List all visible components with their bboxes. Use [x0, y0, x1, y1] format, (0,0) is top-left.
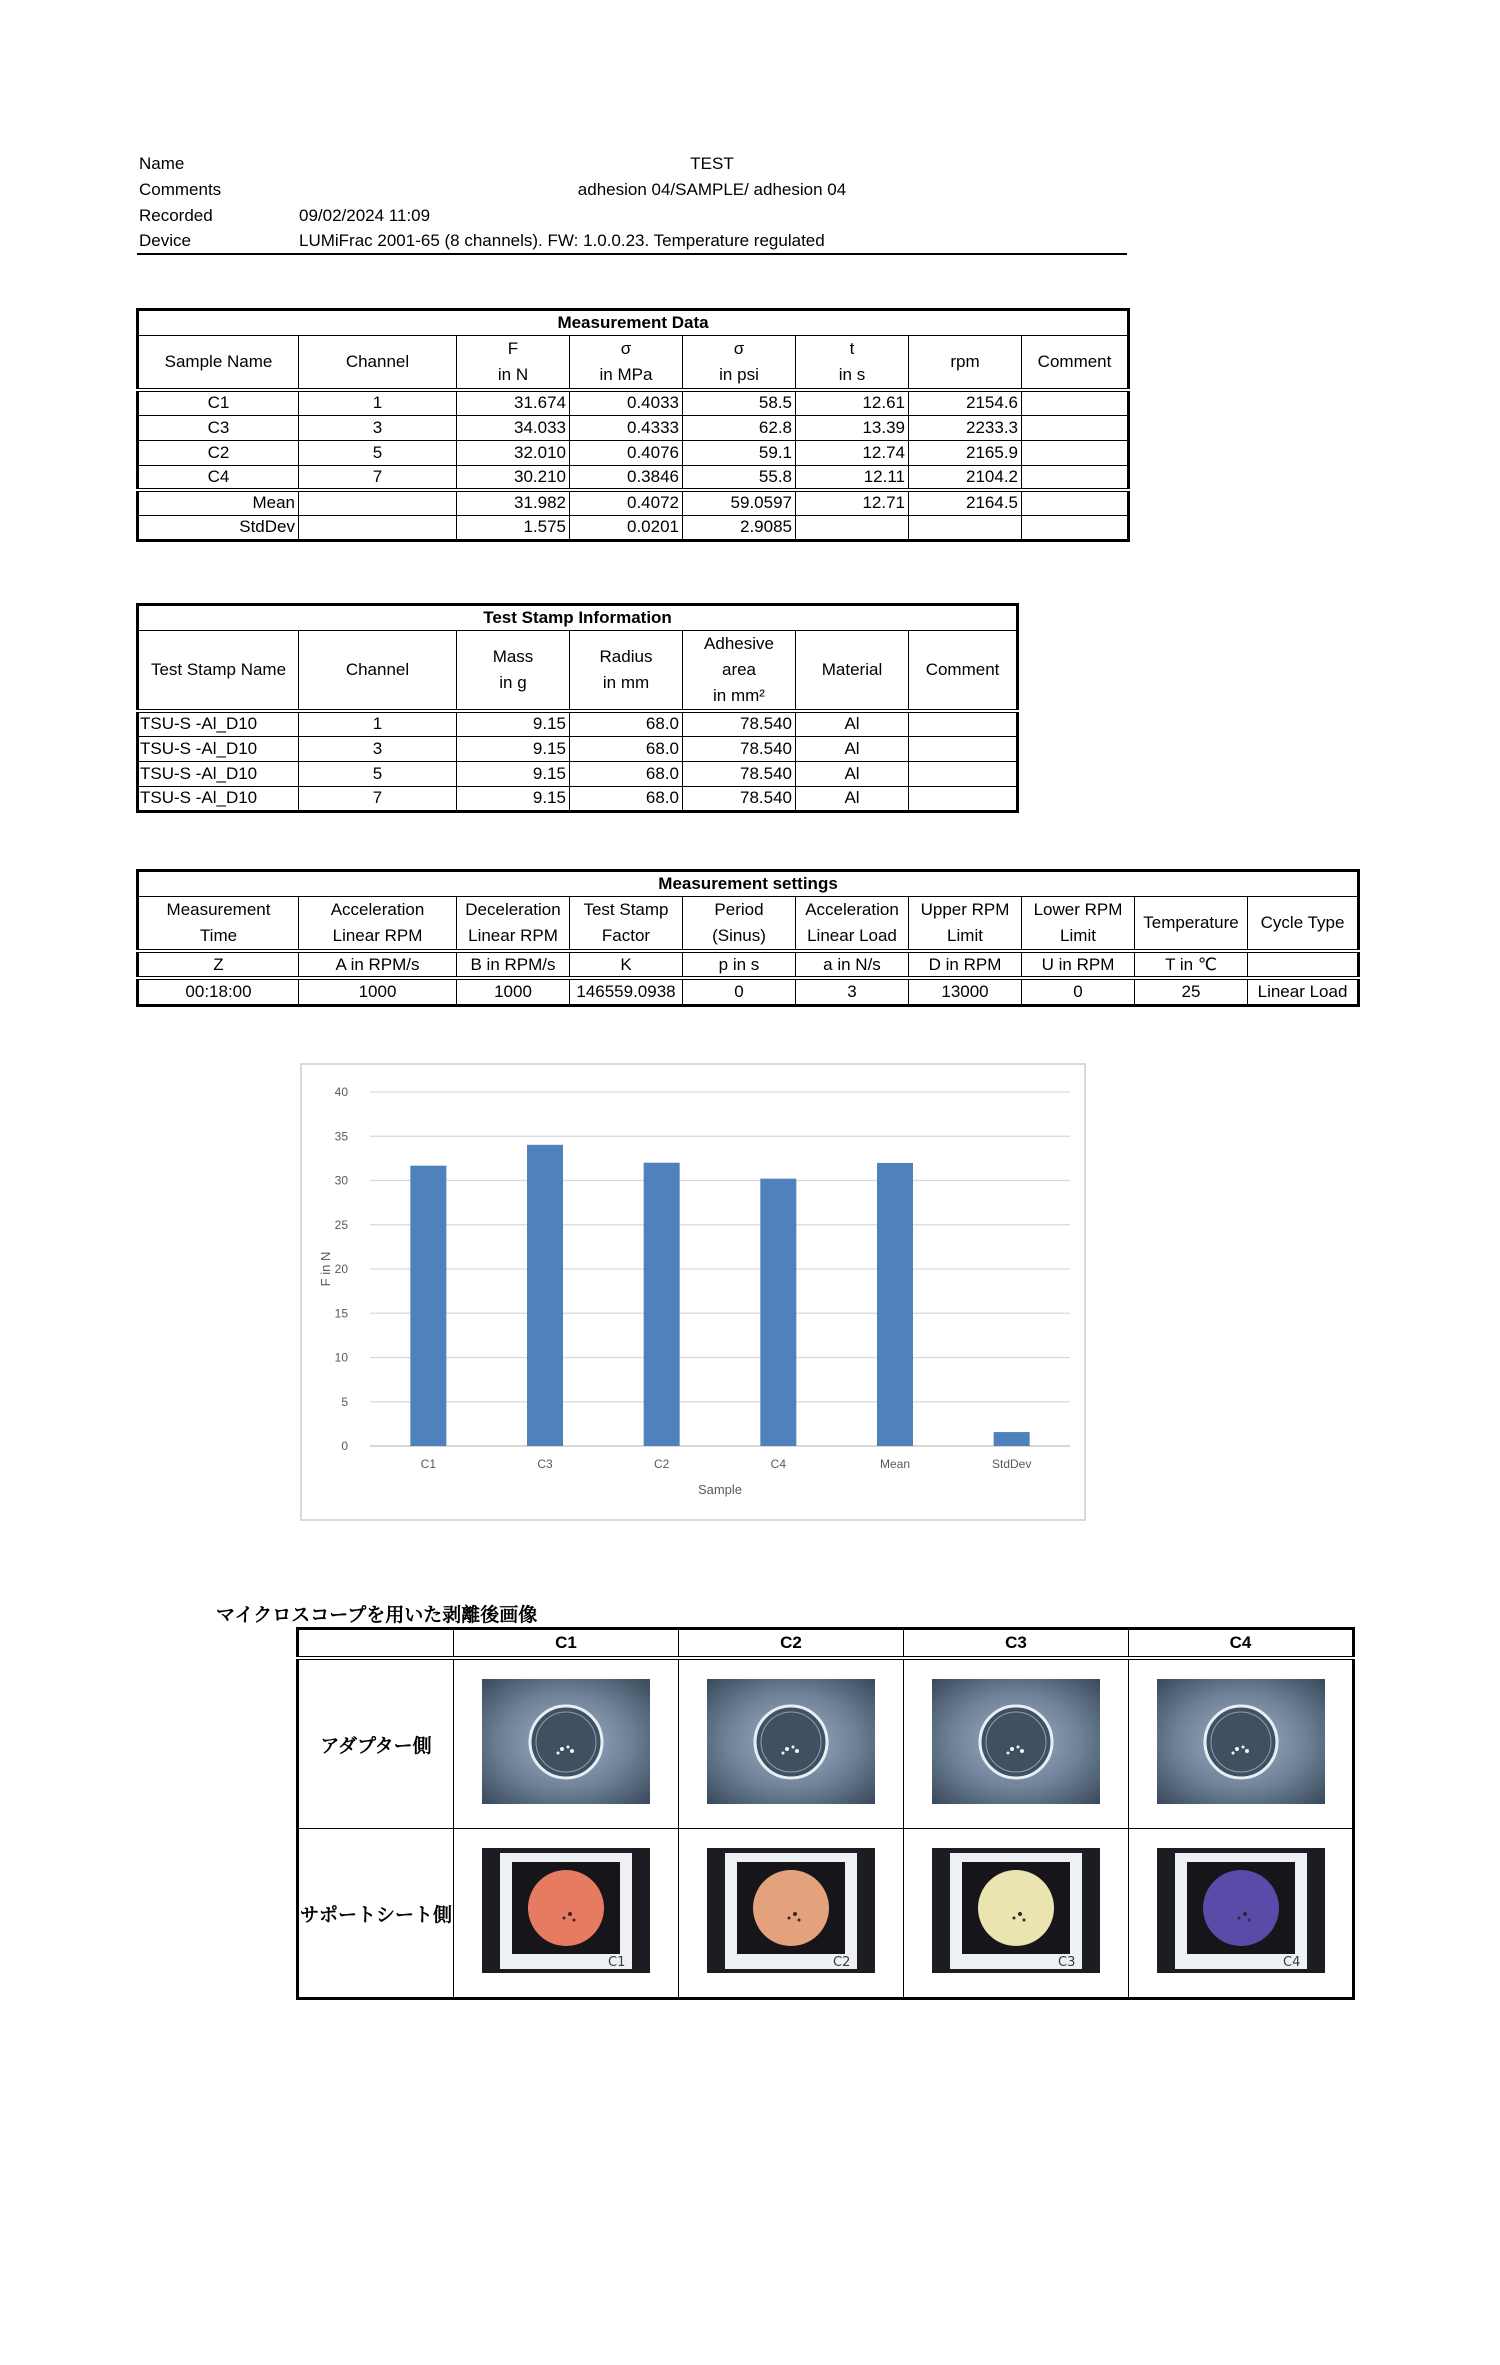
cell-channel	[299, 515, 457, 540]
row-adapter-label: アダプター側	[298, 1658, 454, 1829]
bar	[994, 1432, 1030, 1446]
comments-value: adhesion 04/SAMPLE/ adhesion 04	[577, 180, 847, 199]
measurement-settings-title: Measurement settings	[138, 871, 1359, 897]
table-row	[138, 786, 1018, 811]
cell-radius: 68.0	[570, 736, 683, 761]
cell-t: 12.11	[796, 465, 909, 490]
col-adhesive-area: Adhesive area in mm²	[683, 631, 796, 712]
y-tick-label: 5	[341, 1394, 348, 1409]
col-sample-name: Sample Name	[138, 336, 299, 391]
cell-material: Al	[796, 761, 909, 786]
y-axis-title: F in N	[318, 1251, 333, 1287]
cell-t: 12.74	[796, 440, 909, 465]
chart-svg	[302, 1065, 1084, 1519]
y-tick-label: 15	[334, 1306, 348, 1321]
settings-unit: p in s	[683, 951, 796, 978]
cell-sample: StdDev	[138, 515, 299, 540]
cell-rpm	[909, 515, 1022, 540]
photo-column-header: C4	[1129, 1629, 1354, 1659]
adapter-photo-cell	[454, 1658, 679, 1829]
cell-sigma-mpa: 0.4333	[570, 415, 683, 440]
cell-comment	[909, 711, 1018, 736]
cell-material: Al	[796, 786, 909, 811]
photo-column-header: C3	[904, 1629, 1129, 1659]
y-tick-label: 25	[334, 1217, 348, 1232]
x-tick-label: C3	[537, 1457, 553, 1471]
cell-f: 31.982	[457, 490, 570, 515]
cell-sample: Mean	[138, 490, 299, 515]
settings-header-cycle-type: Cycle Type	[1248, 897, 1359, 952]
adapter-photo	[482, 1679, 650, 1804]
support-photo-cell	[679, 1829, 904, 1999]
x-tick-label: C4	[770, 1457, 787, 1471]
svg-text:C3: C3	[1058, 1955, 1076, 1970]
settings-value: 0	[1022, 978, 1135, 1005]
recorded-label: Recorded	[139, 206, 213, 225]
cell-sigma-mpa: 0.4076	[570, 440, 683, 465]
support-photo	[707, 1848, 875, 1973]
stddev-row	[138, 515, 1129, 540]
cell-sigma-mpa: 0.3846	[570, 465, 683, 490]
cell-radius: 68.0	[570, 786, 683, 811]
col-f: F in N	[457, 336, 570, 391]
support-photo	[482, 1848, 650, 1973]
cell-f: 32.010	[457, 440, 570, 465]
header-comments-row	[137, 177, 1127, 202]
name-value: TEST	[690, 154, 734, 173]
y-tick-label: 10	[334, 1350, 348, 1365]
settings-unit: B in RPM/s	[457, 951, 570, 978]
cell-t: 12.61	[796, 390, 909, 415]
cell-sigma-psi: 59.0597	[683, 490, 796, 515]
svg-text:C2: C2	[833, 1955, 851, 1970]
table-row	[138, 415, 1129, 440]
support-photo-cell	[904, 1829, 1129, 1999]
adapter-photo	[1157, 1679, 1325, 1804]
col-sigma-mpa: σ in MPa	[570, 336, 683, 391]
cell-f: 1.575	[457, 515, 570, 540]
cell-comment	[909, 761, 1018, 786]
photos-corner	[298, 1629, 454, 1659]
settings-value: 146559.0938	[570, 978, 683, 1005]
cell-rpm: 2164.5	[909, 490, 1022, 515]
cell-sigma-psi: 55.8	[683, 465, 796, 490]
cell-sigma-psi: 59.1	[683, 440, 796, 465]
cell-area: 78.540	[683, 761, 796, 786]
y-tick-label: 30	[334, 1173, 348, 1188]
support-photo	[1157, 1848, 1325, 1973]
cell-channel: 5	[299, 761, 457, 786]
adapter-photo-cell	[679, 1658, 904, 1829]
row-support-label: サポートシート側	[298, 1829, 454, 1999]
cell-channel: 7	[299, 465, 457, 490]
col-t: t in s	[796, 336, 909, 391]
settings-unit: A in RPM/s	[299, 951, 457, 978]
recorded-value: 09/02/2024 11:09	[299, 206, 431, 225]
cell-sigma-mpa: 0.4033	[570, 390, 683, 415]
settings-header: Lower RPM Limit	[1022, 897, 1135, 952]
cell-comment	[1022, 390, 1129, 415]
cell-stamp-name: TSU-S -Al_D10	[138, 761, 299, 786]
settings-unit: Z	[138, 951, 299, 978]
header-recorded-row	[137, 203, 1127, 228]
photo-column-header: C1	[454, 1629, 679, 1659]
bar	[644, 1163, 680, 1446]
mean-row	[138, 490, 1129, 515]
settings-header: Test Stamp Factor	[570, 897, 683, 952]
col-stamp-comment: Comment	[909, 631, 1018, 712]
cell-t: 13.39	[796, 415, 909, 440]
cell-comment	[909, 736, 1018, 761]
table-row	[138, 440, 1129, 465]
support-photo-cell	[454, 1829, 679, 1999]
cell-sigma-mpa: 0.0201	[570, 515, 683, 540]
support-photo	[932, 1848, 1100, 1973]
cell-channel	[299, 490, 457, 515]
bar	[760, 1179, 796, 1446]
cell-sigma-psi: 62.8	[683, 415, 796, 440]
settings-header: Deceleration Linear RPM	[457, 897, 570, 952]
bar	[877, 1163, 913, 1446]
adapter-photo-cell	[904, 1658, 1129, 1829]
test-stamp-title: Test Stamp Information	[138, 605, 1018, 631]
photos-table	[296, 1627, 1355, 2000]
col-channel: Channel	[299, 336, 457, 391]
cell-channel: 3	[299, 415, 457, 440]
y-tick-label: 0	[341, 1439, 348, 1453]
name-label: Name	[139, 154, 185, 173]
cell-area: 78.540	[683, 736, 796, 761]
bar	[410, 1166, 446, 1446]
cell-radius: 68.0	[570, 761, 683, 786]
x-tick-label: StdDev	[991, 1457, 1032, 1471]
cell-mass: 9.15	[457, 786, 570, 811]
y-tick-label: 40	[334, 1085, 348, 1099]
photo-column-header: C2	[679, 1629, 904, 1659]
cell-t: 12.71	[796, 490, 909, 515]
cell-t	[796, 515, 909, 540]
cell-sample: C1	[138, 390, 299, 415]
cell-rpm: 2154.6	[909, 390, 1022, 415]
x-tick-label: C2	[653, 1457, 670, 1471]
settings-header-temperature: Temperature	[1135, 897, 1248, 952]
cell-mass: 9.15	[457, 736, 570, 761]
device-value: LUMiFrac 2001-65 (8 channels). FW: 1.0.0.23. Temperature regulated	[299, 231, 825, 250]
col-radius: Radius in mm	[570, 631, 683, 712]
table-row	[138, 465, 1129, 490]
cell-area: 78.540	[683, 711, 796, 736]
col-comment: Comment	[1022, 336, 1129, 391]
cell-channel: 7	[299, 786, 457, 811]
col-rpm: rpm	[909, 336, 1022, 391]
settings-header: Upper RPM Limit	[909, 897, 1022, 952]
settings-unit: U in RPM	[1022, 951, 1135, 978]
measurement-data-table	[136, 308, 1130, 542]
cell-channel: 3	[299, 736, 457, 761]
test-stamp-table	[136, 603, 1019, 813]
cell-sample: C4	[138, 465, 299, 490]
settings-unit	[1248, 951, 1359, 978]
cell-mass: 9.15	[457, 711, 570, 736]
col-material: Material	[796, 631, 909, 712]
table-row	[138, 736, 1018, 761]
svg-text:C1: C1	[608, 1955, 626, 1970]
settings-header: Acceleration Linear RPM	[299, 897, 457, 952]
cell-sigma-mpa: 0.4072	[570, 490, 683, 515]
cell-comment	[1022, 415, 1129, 440]
svg-text:C4: C4	[1282, 1955, 1300, 1970]
settings-value: 1000	[457, 978, 570, 1005]
cell-area: 78.540	[683, 786, 796, 811]
cell-comment	[1022, 490, 1129, 515]
x-tick-label: Mean	[879, 1457, 911, 1471]
settings-value: 0	[683, 978, 796, 1005]
settings-unit: D in RPM	[909, 951, 1022, 978]
col-stamp-name: Test Stamp Name	[138, 631, 299, 712]
col-mass: Mass in g	[457, 631, 570, 712]
settings-value: 13000	[909, 978, 1022, 1005]
table-row	[138, 761, 1018, 786]
cell-comment	[909, 786, 1018, 811]
header-device-row	[137, 228, 1127, 253]
header-divider	[137, 253, 1127, 255]
cell-radius: 68.0	[570, 711, 683, 736]
settings-value: 1000	[299, 978, 457, 1005]
cell-mass: 9.15	[457, 761, 570, 786]
cell-sample: C2	[138, 440, 299, 465]
adapter-photo	[932, 1679, 1100, 1804]
col-sigma-psi: σ in psi	[683, 336, 796, 391]
cell-rpm: 2233.3	[909, 415, 1022, 440]
settings-value: 3	[796, 978, 909, 1005]
table-row	[138, 390, 1129, 415]
settings-value: 00:18:00	[138, 978, 299, 1005]
measurement-data-title: Measurement Data	[138, 310, 1129, 336]
support-photo-cell	[1129, 1829, 1354, 1999]
settings-unit: T in ℃	[1135, 951, 1248, 978]
measurement-settings-table	[136, 869, 1360, 1007]
cell-channel: 1	[299, 390, 457, 415]
settings-header: Measurement Time	[138, 897, 299, 952]
table-row	[138, 711, 1018, 736]
cell-comment	[1022, 515, 1129, 540]
x-axis-title: Sample	[697, 1482, 743, 1497]
y-tick-label: 20	[334, 1262, 348, 1276]
cell-sigma-psi: 58.5	[683, 390, 796, 415]
device-label: Device	[139, 231, 191, 250]
settings-header: Period (Sinus)	[683, 897, 796, 952]
force-bar-chart	[300, 1063, 1086, 1521]
cell-sigma-psi: 2.9085	[683, 515, 796, 540]
cell-sample: C3	[138, 415, 299, 440]
cell-f: 34.033	[457, 415, 570, 440]
cell-material: Al	[796, 736, 909, 761]
settings-value: Linear Load	[1248, 978, 1359, 1005]
cell-stamp-name: TSU-S -Al_D10	[138, 711, 299, 736]
cell-channel: 1	[299, 711, 457, 736]
settings-header: Acceleration Linear Load	[796, 897, 909, 952]
settings-unit: K	[570, 951, 683, 978]
adapter-photo	[707, 1679, 875, 1804]
cell-comment	[1022, 440, 1129, 465]
bar	[527, 1145, 563, 1446]
comments-label: Comments	[139, 180, 222, 199]
cell-comment	[1022, 465, 1129, 490]
settings-value: 25	[1135, 978, 1248, 1005]
header-name-row	[137, 151, 1127, 176]
cell-stamp-name: TSU-S -Al_D10	[138, 736, 299, 761]
cell-channel: 5	[299, 440, 457, 465]
col-stamp-channel: Channel	[299, 631, 457, 712]
x-tick-label: C1	[420, 1457, 437, 1471]
cell-material: Al	[796, 711, 909, 736]
cell-f: 30.210	[457, 465, 570, 490]
settings-unit: a in N/s	[796, 951, 909, 978]
photos-title: マイクロスコープを用いた剥離後画像	[216, 1604, 538, 1626]
cell-stamp-name: TSU-S -Al_D10	[138, 786, 299, 811]
cell-rpm: 2165.9	[909, 440, 1022, 465]
cell-rpm: 2104.2	[909, 465, 1022, 490]
cell-f: 31.674	[457, 390, 570, 415]
y-tick-label: 35	[334, 1129, 348, 1144]
adapter-photo-cell	[1129, 1658, 1354, 1829]
